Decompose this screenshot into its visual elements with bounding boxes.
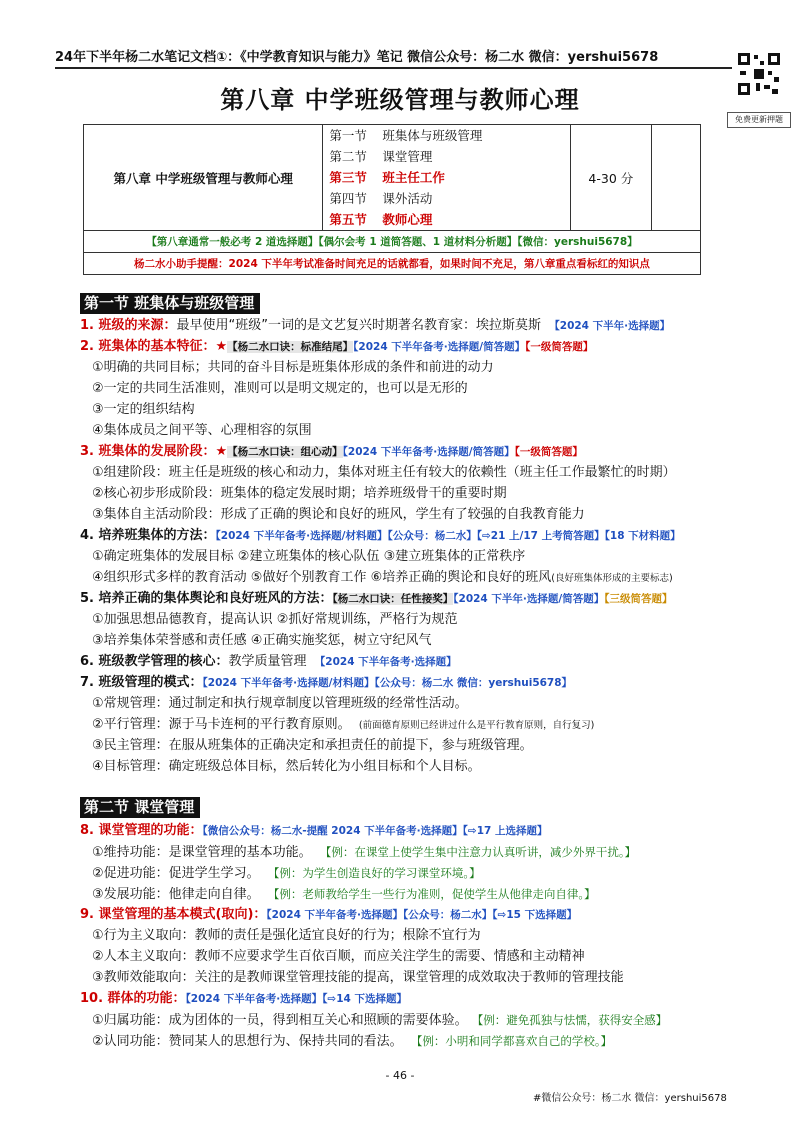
point-6: 6. 班级教学管理的核心：教学质量管理 【2024 下半年备考·选择题】	[80, 654, 457, 669]
chapter-outline-table	[83, 124, 701, 275]
point-2: 2. 班集体的基本特征：★【杨二水口诀：标准结尾】【2024 下半年备考·选择题/简答题】【一级简答题】	[80, 339, 594, 354]
qr-label: 免费更新押题	[727, 112, 791, 128]
outline-score: 4-30 分	[570, 125, 651, 231]
point-9: 9. 课堂管理的基本模式(取向)：【2024 下半年备考·选择题】【公众号：杨二水】【⇨15 下选择题】	[80, 907, 578, 922]
point-7-item-3: ③民主管理：在服从班集体的正确决定和承担责任的前提下，参与班级管理。	[92, 738, 533, 753]
point-2-item-1: ①明确的共同目标；共同的奋斗目标是班集体形成的条件和前进的动力	[92, 360, 494, 375]
point-8-item-1: ①维持功能：是课堂管理的基本功能。 【例：在课堂上使学生集中注意力认真听讲，减少外界干扰。】	[92, 845, 637, 860]
point-3-item-3: ③集体自主活动阶段：形成了正确的舆论和良好的班风，学生有了较强的自我教育能力	[92, 507, 585, 522]
section-1-title: 第一节 班集体与班级管理	[80, 293, 260, 314]
point-5: 5. 培养正确的集体舆论和良好班风的方法：【杨二水口诀：任性接奖】【2024 下半年·选择题/简答题】【三级简答题】	[80, 591, 673, 606]
footer-wechat: #微信公众号：杨二水 微信：yershui5678	[533, 1093, 727, 1104]
point-10-item-2: ②认同功能：赞同某人的思想行为、保持共同的看法。 【例：小明和同学都喜欢自己的学校。】	[92, 1034, 613, 1049]
point-7-item-1: ①常规管理：通过制定和执行规章制度以管理班级的经常性活动。	[92, 696, 468, 711]
page-number: - 46 -	[385, 1069, 415, 1082]
section-2-title: 第二节 课堂管理	[80, 797, 200, 818]
point-5-row-2: ③培养集体荣誉感和责任感 ④正确实施奖惩，树立守纪风气	[92, 633, 432, 648]
point-4-row-1: ①确定班集体的发展目标 ②建立班集体的核心队伍 ③建立班集体的正常秩序	[92, 549, 526, 564]
point-1: 1. 班级的来源：最早使用“班级”一词的是文艺复兴时期著名教育家：埃拉斯莫斯 【2024 下半年·选择题】	[80, 318, 671, 333]
outline-blank-cell	[651, 125, 700, 231]
point-5-row-1: ①加强思想品德教育，提高认识 ②抓好常规训练，严格行为规范	[92, 612, 458, 627]
point-10: 10. 群体的功能：【2024 下半年备考·选择题】【⇨14 下选择题】	[80, 991, 408, 1006]
outline-chapter: 第八章 中学班级管理与教师心理	[84, 125, 323, 231]
point-2-item-2: ②一定的共同生活准则，准则可以是明文规定的，也可以是无形的	[92, 381, 468, 396]
point-9-item-1: ①行为主义取向：教师的责任是强化适宜良好的行为；根除不宜行为	[92, 928, 481, 943]
point-3-item-1: ①组建阶段：班主任是班级的核心和动力，集体对班主任有较大的依赖性（班主任工作最繁忙的时期）	[92, 465, 676, 480]
point-2-item-4: ④集体成员之间平等、心理相容的氛围	[92, 423, 312, 438]
point-8-item-3: ③发展功能：他律走向自律。 【例：老师教给学生一些行为准则，促使学生从他律走向自律。】	[92, 887, 596, 902]
point-4-row-2: ④组织形式多样的教育活动 ⑤做好个别教育工作 ⑥培养正确的舆论和良好的班风(良好班集体形成的主要标志)	[92, 570, 673, 585]
outline-section-3: 第三节 班主任工作	[329, 170, 445, 185]
point-9-item-3: ③教师效能取向：关注的是教师课堂管理技能的提高，课堂管理的成效取决于教师的管理技能	[92, 970, 624, 985]
outline-section-5: 第五节 教师心理	[329, 212, 433, 227]
point-8-item-2: ②促进功能：促进学生学习。 【例：为学生创造良好的学习课堂环境。】	[92, 866, 481, 881]
outline-note: 【第八章通常一般必考 2 道选择题】【偶尔会考 1 道简答题、1 道材料分析题】【微信：yershui5678】	[84, 231, 701, 253]
outline-sections	[323, 125, 570, 231]
point-7-item-2: ②平行管理：源于马卡连柯的平行教育原则。 (前面德育原则已经讲过什么是平行教育原则，自行复习)	[92, 717, 595, 732]
outline-section-1: 第一节 班集体与班级管理	[329, 128, 483, 143]
point-7: 7. 班级管理的模式：【2024 下半年备考·选择题/材料题】【公众号：杨二水 微信：yershui5678】	[80, 675, 573, 690]
chapter-title: 第八章 中学班级管理与教师心理	[220, 86, 580, 114]
point-3-item-2: ②核心初步形成阶段：班集体的稳定发展时期；培养班级骨干的重要时期	[92, 486, 507, 501]
point-2-item-3: ③一定的组织结构	[92, 402, 195, 417]
point-10-item-1: ①归属功能：成为团体的一员，得到相互关心和照顾的需要体验。 【例：避免孤独与怯懦，获得安全感】	[92, 1013, 668, 1028]
point-7-item-4: ④目标管理：确定班级总体目标，然后转化为小组目标和个人目标。	[92, 759, 481, 774]
outline-section-4: 第四节 课外活动	[329, 191, 433, 206]
point-4: 4. 培养班集体的方法：【2024 下半年备考·选择题/材料题】【公众号：杨二水】【⇨21 上/17 上考简答题】【18 下材料题】	[80, 528, 681, 543]
point-8: 8. 课堂管理的功能：【微信公众号：杨二水-提醒 2024 下半年备考·选择题】【⇨17 上选择题】	[80, 823, 548, 838]
header-divider	[55, 67, 732, 69]
outline-tip: 杨二水小助手提醒：2024 下半年考试准备时间充足的话就都看，如果时间不充足，第八章重点看标红的知识点	[84, 253, 701, 275]
point-3: 3. 班集体的发展阶段：★【杨二水口诀：组心动】【2024 下半年备考·选择题/简答题】【一级简答题】	[80, 444, 583, 459]
page-header: 24年下半年杨二水笔记文档①：《中学教育知识与能力》笔记 微信公众号：杨二水 微信：yershui5678	[55, 50, 659, 65]
point-9-item-2: ②人本主义取向：教师不应要求学生百依百顺，而应关注学生的需要、情感和主动精神	[92, 949, 585, 964]
outline-section-2: 第二节 课堂管理	[329, 149, 433, 164]
